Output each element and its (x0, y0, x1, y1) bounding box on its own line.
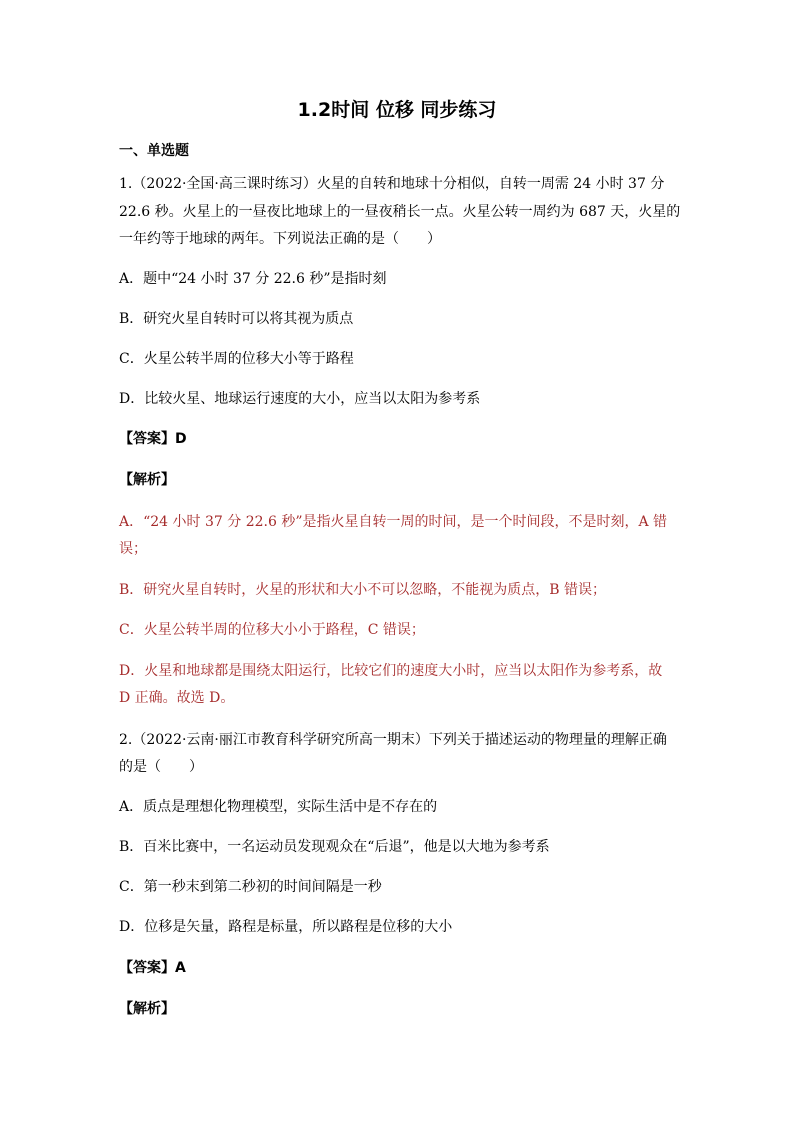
q1-option-c: C．火星公转半周的位移大小等于路程 (119, 351, 354, 367)
q1-analysis-label: 【解析】 (119, 472, 175, 488)
q1-stem-line1: 1.（2022·全国·高三课时练习）火星的自转和地球十分相似，自转一周需 24 小时 37 分 (119, 176, 665, 192)
q2-option-d: D．位移是矢量，路程是标量，所以路程是位移的大小 (119, 919, 453, 935)
q1-analysis-a-line2: 误； (119, 541, 147, 557)
q1-option-b: B．研究火星自转时可以将其视为质点 (119, 311, 354, 327)
q1-analysis-a-line1: A．“24 小时 37 分 22.6 秒”是指火星自转一周的时间，是一个时间段，不是时刻，A 错 (119, 514, 668, 530)
q1-option-d: D．比较火星、地球运行速度的大小，应当以太阳为参考系 (119, 391, 481, 407)
q1-stem-line2: 22.6 秒。火星上的一昼夜比地球上的一昼夜稍长一点。火星公转一周约为 687 天，火星的 (119, 204, 681, 220)
q1-analysis-d-line2: D 正确。故选 D。 (119, 690, 235, 706)
q1-analysis-c: C．火星公转半周的位移大小小于路程，C 错误； (119, 622, 425, 638)
q2-option-a: A．质点是理想化物理模型，实际生活中是不存在的 (119, 799, 438, 815)
q1-analysis-b: B．研究火星自转时，火星的形状和大小不可以忽略，不能视为质点，B 错误； (119, 582, 607, 598)
q1-answer: 【答案】D (119, 431, 187, 447)
q1-option-a: A．题中“24 小时 37 分 22.6 秒”是指时刻 (119, 271, 387, 287)
q1-analysis-d-line1: D．火星和地球都是围绕太阳运行，比较它们的速度大小时，应当以太阳作为参考系，故 (119, 663, 663, 679)
q2-answer: 【答案】A (119, 960, 186, 976)
page-title: 1.2时间 位移 同步练习 (297, 99, 497, 121)
q2-stem-line1: 2.（2022·云南·丽江市教育科学研究所高一期末）下列关于描述运动的物理量的理解正确 (119, 732, 667, 748)
q2-option-b: B．百米比赛中，一名运动员发现观众在“后退”，他是以大地为参考系 (119, 839, 550, 855)
q2-analysis-label: 【解析】 (119, 1001, 175, 1017)
q1-stem-line3: 一年约等于地球的两年。下列说法正确的是（ ） (119, 231, 441, 247)
q2-option-c: C．第一秒末到第二秒初的时间间隔是一秒 (119, 879, 382, 895)
q2-stem-line2: 的是（ ） (119, 759, 203, 775)
section-heading: 一、单选题 (119, 143, 189, 159)
